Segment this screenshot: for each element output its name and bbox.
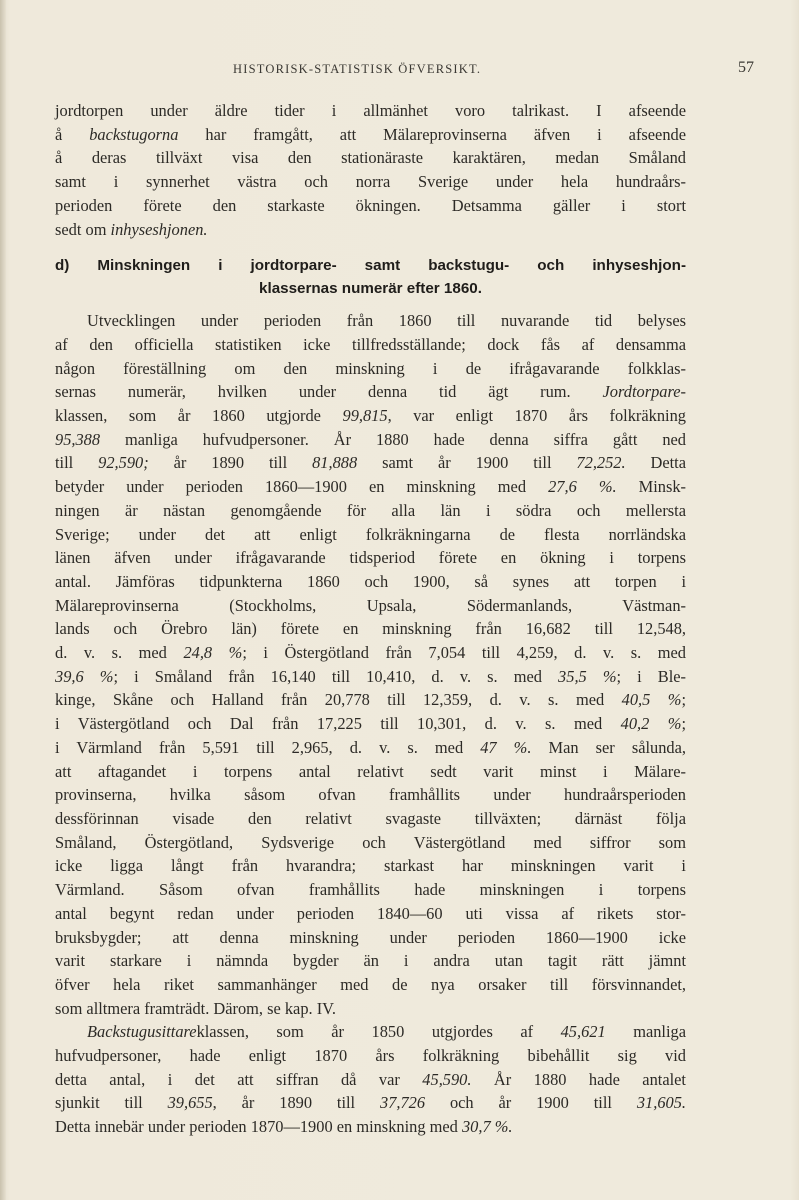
text-run: Utvecklingen under perioden från 1860 till nuvarande tid belyses (87, 311, 686, 331)
italic-run: 40,5 % (621, 690, 682, 710)
text-line (55, 146, 686, 170)
text-run: länen äfven under ifrågavarande tidsperiod förete en ökning i torpens (55, 548, 686, 568)
text-run: ; (681, 714, 686, 734)
italic-run: 45,621 (560, 1022, 606, 1042)
text-line (55, 712, 686, 736)
text-run: , var enligt 1870 års folkräkning (387, 406, 686, 426)
italic-run: Jordtorpare- (602, 382, 686, 402)
text-run: Sverige; under det att enligt folkräkningarna de flesta norrländska (55, 524, 686, 544)
text-line (55, 736, 686, 760)
text-run: å (55, 124, 90, 144)
text-line (55, 570, 686, 594)
text-line (55, 194, 686, 218)
text-run: som alltmera framträdt. Därom, se kap. IV. (55, 998, 336, 1018)
italic-run: 39,6 % (55, 666, 114, 686)
text-run: kinge, Skåne och Halland från 20,778 till 12,359, d. v. s. med (55, 690, 622, 710)
text-line (55, 665, 686, 689)
italic-run: 31,605. (636, 1093, 687, 1113)
text-line (55, 783, 686, 807)
text-run: samt år 1900 till (357, 453, 577, 473)
section-heading (55, 254, 686, 300)
text-line (55, 949, 686, 973)
text-line (55, 380, 686, 404)
text-line (55, 218, 686, 242)
italic-run: 95,388 (55, 429, 101, 449)
italic-run: 35,5 % (558, 666, 617, 686)
text-line (55, 594, 686, 618)
text-run: hufvudpersoner, hade enligt 1870 års folkräkning bibehållit sig vid (55, 1046, 686, 1066)
text-run: Mälareprovinserna (Stockholms, Upsala, Södermanlands, Västman- (55, 595, 686, 615)
text-line (55, 170, 686, 194)
text-run: i Värmland från 5,591 till 2,965, d. v. s. med (55, 737, 481, 757)
text-run: År 1880 hade antalet (471, 1069, 686, 1089)
text-run: jordtorpen under äldre tider i allmänhet voro talrikast. I afseende (55, 101, 686, 120)
text-run: samt i synnerhet västra och norra Sverige under hela hundraårs- (55, 172, 686, 192)
text-run: att aftagandet i torpens antal relativt sedt varit minst i Mälare- (55, 761, 686, 781)
page-number: 57 (738, 59, 754, 76)
text-run: provinserna, hvilka såsom ofvan framhållits under hundraårsperioden (55, 785, 686, 805)
text-line (55, 523, 686, 547)
paragraph-2 (55, 309, 686, 1020)
text-line (55, 123, 686, 147)
text-run: å deras tillväxt visa den stationäraste karaktären, medan Småland (55, 148, 686, 168)
text-run: detta antal, i det att siffran då var (55, 1069, 423, 1089)
text-run: har framgått, att Mälareprovinserna äfven i afseende (178, 124, 686, 144)
text-line (55, 475, 686, 499)
text-line (55, 546, 686, 570)
text-line (55, 973, 686, 997)
text-run: öfver hela riket sammanhänger med de nya orsaker till försvinnandet, (55, 974, 686, 994)
italic-run: 37,726 (380, 1093, 426, 1113)
text-run: ningen är nästan genomgående för alla län i södra och mellersta (55, 500, 686, 520)
text-run: manliga hufvudpersoner. År 1880 hade denna siffra gått ned (100, 429, 686, 449)
text-run: Detta (625, 453, 687, 473)
italic-run: 81,888 (312, 453, 358, 473)
text-run: någon föreställning om den minskning i de ifrågavarande folkklas- (55, 358, 686, 378)
text-run: Detta innebär under perioden 1870—1900 en minskning med (55, 1117, 462, 1137)
text-run: sernas numerär, hvilken under denna tid ägt rum. (55, 382, 603, 402)
text-run: klassen, som år 1850 utgjordes af (196, 1022, 561, 1042)
text-line (55, 404, 686, 428)
italic-run: backstugorna (89, 124, 179, 144)
text-run: icke ligga långt från hvarandra; starkast har minskningen varit i (55, 856, 686, 876)
text-run: till (55, 453, 99, 473)
text-line (55, 1020, 686, 1044)
text-line (55, 309, 686, 333)
italic-run: 30,7 %. (461, 1117, 513, 1137)
text-run: antal begynt redan under perioden 1840—60 uti vissa af rikets stor- (55, 903, 686, 923)
text-run: dessförinnan visade den relativt svagaste tillväxten; därnäst följa (55, 808, 686, 828)
text-run: , år 1890 till (212, 1093, 380, 1113)
text-run: ; i Ble- (616, 666, 687, 686)
running-head: HISTORISK-STATISTISK ÖFVERSIKT. (233, 62, 482, 76)
text-line (55, 688, 686, 712)
italic-run: 40,2 % (620, 714, 682, 734)
text-line (55, 428, 686, 452)
text-line (55, 926, 686, 950)
text-line (55, 902, 686, 926)
text-line (55, 641, 686, 665)
italic-run: 39,655 (167, 1093, 213, 1113)
italic-run: 92,590; (98, 453, 149, 473)
italic-run: 47 %. (480, 737, 532, 757)
text-line (55, 878, 686, 902)
text-run: Småland, Östergötland, Sydsverige och Västergötland med siffror som (55, 832, 686, 852)
text-line (55, 333, 686, 357)
text-line (55, 499, 686, 523)
italic-run: 27,6 %. (548, 477, 617, 497)
italic-run: 45,590. (422, 1069, 472, 1089)
text-run: Man ser sålunda, (531, 737, 686, 757)
paragraph-1 (55, 99, 686, 241)
italic-run: inhyseshjonen. (110, 219, 208, 239)
text-line (55, 1091, 686, 1115)
text-run: sedt om (55, 219, 111, 239)
text-line (55, 1068, 686, 1092)
text-line (55, 1115, 686, 1139)
text-run: lands och Örebro län) förete en minskning från 16,682 till 12,548, (55, 619, 686, 639)
text-run: ; (681, 690, 686, 710)
text-run: varit starkare i nämnda bygder än i andra utan tagit rätt jämnt (55, 951, 686, 971)
text-line (55, 997, 686, 1021)
text-run: d. v. s. med (55, 643, 184, 663)
text-run: af den officiella statistiken icke tillfredsställande; dock fås af densamma (55, 334, 686, 354)
text-run: ; i Östergötland från 7,054 till 4,259, d. v. s. med (242, 643, 686, 663)
text-line (55, 807, 686, 831)
text-run: Värmland. Såsom ofvan framhållits hade minskningen i torpens (55, 880, 686, 900)
text-line (55, 617, 686, 641)
text-run: perioden förete den starkaste ökningen. Detsamma gäller i stort (55, 195, 686, 215)
page-header (0, 59, 799, 82)
text-run: och år 1900 till (425, 1093, 637, 1113)
body-text (55, 99, 686, 1139)
text-run: bruksbygder; att denna minskning under perioden 1860—1900 icke (55, 927, 686, 947)
text-run: Minsk- (616, 477, 686, 497)
text-line (55, 357, 686, 381)
text-run: i Västergötland och Dal från 17,225 till 10,301, d. v. s. med (55, 714, 621, 734)
text-run: antal. Jämföras tidpunkterna 1860 och 1900, så synes att torpen i (55, 571, 686, 591)
text-line (55, 760, 686, 784)
text-run: manliga (605, 1022, 686, 1042)
text-line (55, 831, 686, 855)
heading-line-1: d) Minskningen i jordtorpare- samt backstugu- och inhyseshjon- (55, 257, 686, 275)
text-run: ; i Småland från 16,140 till 10,410, d. v. s. med (113, 666, 559, 686)
italic-run: 72,252. (576, 453, 626, 473)
text-line (55, 451, 686, 475)
text-run: klassen, som år 1860 utgjorde (55, 406, 343, 426)
text-line (55, 854, 686, 878)
paragraph-3 (55, 1020, 686, 1139)
text-line (55, 99, 686, 123)
text-run: betyder under perioden 1860—1900 en minskning med (55, 477, 549, 497)
italic-run: Backstugusittare (87, 1022, 197, 1042)
heading-line-2: klassernas numerär efter 1860. (259, 280, 482, 298)
text-run: sjunkit till (55, 1093, 168, 1113)
page-gutter-shadow (0, 0, 6, 1200)
italic-run: 99,815 (342, 406, 388, 426)
text-run: år 1890 till (148, 453, 313, 473)
text-line (55, 1044, 686, 1068)
italic-run: 24,8 % (183, 643, 243, 663)
